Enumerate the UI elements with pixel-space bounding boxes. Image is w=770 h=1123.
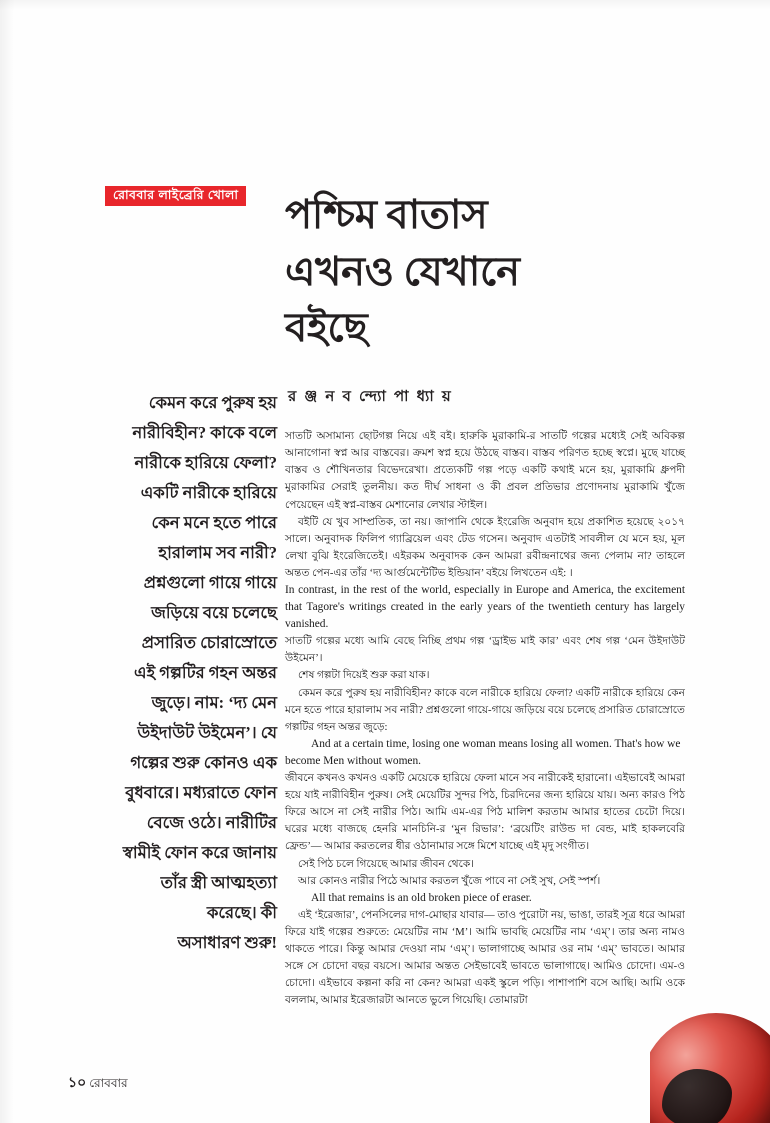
body-paragraph: All that remains is an old broken piece of eraser. (311, 891, 532, 904)
page-edge-shading-top (0, 0, 770, 10)
pull-quote-line: একটি নারীকে হারিয়ে (140, 483, 277, 503)
pull-quote-line: নারীবিহীন? কাকে বলে (132, 423, 277, 443)
pull-quote-line: জড়িয়ে বয়ে চলেছে (151, 603, 277, 623)
pull-quote-line: উইদাউট উইমেন’। যে (137, 723, 277, 743)
pull-quote-line: বেজে ওঠে। নারীটির (146, 813, 277, 833)
eraser-shape-icon (650, 1013, 770, 1123)
body-paragraph: And at a certain time, losing one woman means losing all women. That's how we become Men without women. (285, 737, 681, 767)
pull-quote-line: অসাধারণ শুরু! (177, 933, 277, 953)
body-paragraph: In contrast, in the rest of the world, especially in Europe and America, the excitement that Tagore's writings created in the early years of the twentieth century has largely vanished. (285, 584, 685, 631)
body-paragraph: শেষ গল্পটা দিয়েই শুরু করা যাক। (298, 670, 430, 682)
body-paragraph: সেই পিঠ চলে গিয়েছে আমার জীবন থেকে। (298, 858, 475, 870)
body-paragraph: সাতটি অসামান্য ছোটগল্প নিয়ে এই বই। হারুকি মুরাকামি-র সাতটি গল্পের মধ্যেই সেই অবিকল্প আনাগোনা স্বপ্ন আর বাস্তবের। ক্রমশ স্বপ্ন হয়ে উঠছে বাস্তব। বাস্তব পরিণত হচ্ছে স্বপ্নে। মুছে যাচ্ছে বাস্তব ও শৌখিনতার বিভেদরেখা। প্রত্যেকটি গল্প পড়ে একটি কথাই মনে হয়, মুরাকামি ধ্রুপদী মুরাকামির সেরাই তুলনীয়। কত দীর্ঘ সাধনা ও কী প্রবল প্রতিভার প্রণোদনায় মুরাকামি খুঁজে পেয়েছেন এই স্বপ্ন-বাস্তব মেশানোর লেখার স্টাইল। (285, 431, 685, 511)
pull-quote-line: বুধবারে। মধ্যরাতে ফোন (125, 783, 277, 803)
body-paragraph: এই ‘ইরেজার’, পেনসিলের দাগ-মোছার যাবার— তাও পুরোটা নয়, ভাঙা, তারই সূত্র ধরে আমরা ফিরে যাই গল্পের শুরুতে: মেয়েটির নাম ‘M’। আমি ভাবছি মেয়েটির নাম ‘এম্’। তার অন্য নামও থাকতে পারে। কিন্তু আমার দেওয়া নাম ‘এম্’। ভালাগাচ্ছে আমার ওর নাম ‘এম্’ ভাবতে। আমার সঙ্গে সে চোদো বছর বয়সে। আমার অন্তত সেইভাবেই ভাবতে ভালাগাছে। আমিও চোদো। এম-ও চোদো। এইভাবে কল্পনা করি না কেন? আমরা একই স্কুলে পড়ি। পাশাপাশি বসে আছি। আমি ওকে বললাম, আমার ইরেজারটা আনতে ভুলে গিয়েছি। তোমারটা (285, 909, 685, 1007)
page-edge-shading-left (0, 0, 14, 1123)
publication-name: রোববার (89, 1076, 128, 1090)
pull-quote-line: গল্পের শুরু কোনও এক (130, 753, 277, 773)
pull-quote-line: কেন মনে হতে পারে (151, 513, 277, 533)
pull-quote (92, 388, 277, 958)
pull-quote-line: স্বামীই ফোন করে জানায় (122, 843, 277, 863)
body-paragraph: সাতটি গল্পের মধ্যে আমি বেছে নিচ্ছি প্রথম গল্প ‘ড্রাইভ মাই কার’ এবং শেষ গল্প ‘মেন উইদাউট উইমেন’। (285, 636, 685, 665)
body-paragraph: কেমন করে পুরুষ হয় নারীবিহীন? কাকে বলে নারীকে হারিয়ে ফেলা? একটি নারীকে হারিয়ে কেন মনে হতে পারে হারালাম সব নারী? প্রশ্নগুলো গায়ে-গায়ে জড়িয়ে বয়ে চলেছে প্রসারিত চোরাস্রোতে গল্পটির গহন অন্তর জুড়ে: (285, 687, 686, 733)
pull-quote-line: প্রশ্নগুলো গায়ে গায়ে (143, 573, 277, 593)
pull-quote-line: এই গল্পটির গহন অন্তর (134, 663, 277, 683)
pull-quote-line: হারালাম সব নারী? (158, 543, 277, 563)
body-paragraph: জীবনে কখনও কখনও একটি মেয়েকে হারিয়ে ফেলা মানে সব নারীকেই হারানো। এইভাবেই আমরা হয়ে যাই নারীবিহীন পুরুষ। সেই মেয়েটির সুন্দর পিঠ, চিরদিনের জন্য হারিয়ে যায়। অন্য কারও পিঠ ফিরে আসে না সেই নারীর পিঠ। আমি এম-এর পিঠ মালিশ করতাম আমার হাতের চেটো দিয়ে। ঘরের মধ্যে বাজছে হেনরি মানচিনি-র ‘মুন রিভার’: ‘ব্রয়েটিং রাউন্ড দা বেন্ড, মাই হাকলবেরি ফ্রেন্ড’— আমার করতলের ধীর ওঠানামার সঙ্গে মিশে যাচ্ছে এই মৃদু সংগীত। (285, 772, 685, 853)
pull-quote-line: নারীকে হারিয়ে ফেলা? (134, 453, 277, 473)
article-body (285, 428, 685, 1010)
section-kicker-label: রোববার লাইব্রেরি খোলা (105, 186, 246, 206)
page-number: ১০ (68, 1076, 87, 1091)
article-headline (285, 187, 685, 357)
pull-quote-line: কেমন করে পুরুষ হয় (148, 393, 277, 412)
headline-line: বইছে (285, 305, 368, 351)
page-footer (68, 1071, 128, 1095)
shadow-shape-icon (662, 1069, 732, 1123)
pull-quote-line: তাঁর স্ত্রী আত্মহত্যা (160, 873, 277, 893)
pull-quote-line: জুড়ে। নাম: ‘দ্য মেন (151, 693, 277, 713)
body-paragraph: বইটি যে খুব সাম্প্রতিক, তা নয়। জাপানি থেকে ইংরেজি অনুবাদ হয়ে প্রকাশিত হয়েছে ২০১৭ সালে। অনুবাদক ফিলিপ গ্যাব্রিয়েল এবং টেড গসেন। অনুবাদ এতটাই সাবলীল যে মনে হয়, মূল লেখা বুঝি ইংরেজিতেই। এইরকম অনুবাদক কেন আমরা রবীন্দ্রনাথের জন্য পেলাম না? তাহলে অন্তত পেন-এর তাঁর ‘দ্য আর্গুমেন্টেটিভ ইন্ডিয়ান’ বইয়ে লিখতেন এই: । (285, 516, 685, 580)
pull-quote-line: প্রসারিত চোরাস্রোতে (141, 633, 277, 653)
pull-quote-line: করেছে। কী (206, 903, 277, 923)
headline-line: এখনও যেখানে (285, 248, 520, 294)
body-paragraph: আর কোনও নারীর পিঠে আমার করতল খুঁজে পাবে না সেই সুখ, সেই স্পর্শ। (298, 875, 601, 887)
article-byline: র ঞ্জ ন ব ন্দ্যো পা ধ্যা য় (288, 389, 453, 405)
headline-line: পশ্চিম বাতাস (285, 191, 488, 237)
